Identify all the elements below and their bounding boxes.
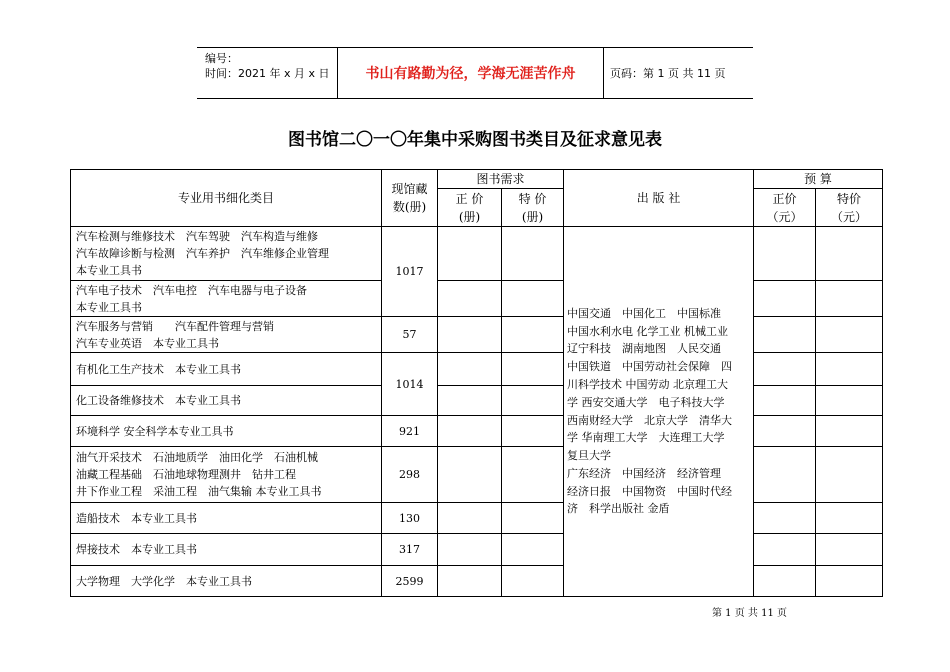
special-qty-cell (502, 227, 564, 281)
budget-special-cell (816, 416, 883, 447)
budget-regular-cell (754, 534, 816, 566)
category-line: 油气开采技术 石油地质学 油田化学 石油机械 (76, 451, 318, 464)
publisher-line: 学 华南理工大学 大连理工大学 (567, 431, 725, 445)
category-cell (71, 566, 382, 597)
category-line: 大学物理 大学化学 本专业工具书 (76, 574, 252, 588)
publisher-line: 辽宁科技 湖南地图 人民交通 (567, 342, 722, 356)
category-line: 油藏工程基础 石油地球物理测井 钻井工程 (76, 468, 296, 481)
regular-qty-cell (438, 227, 502, 281)
publisher-cell (564, 227, 754, 597)
page-label: 页码：第 1 页 共 11 页 (610, 67, 726, 80)
category-line: 本专业工具书 (76, 300, 142, 314)
time-label: 时间：2021 年 x 月 x 日 (205, 67, 330, 80)
holdings-value: 57 (382, 317, 438, 353)
special-qty-cell (502, 317, 564, 353)
holdings-value: 1014 (382, 353, 438, 416)
budget-regular-cell (754, 566, 816, 597)
special-qty-cell (502, 386, 564, 416)
header-regular-price-line1: 正 价 (455, 191, 484, 206)
header-budget-regular-line2: （元） (766, 209, 803, 224)
budget-regular-cell (754, 447, 816, 503)
regular-qty-cell (438, 416, 502, 447)
holdings-value: 1017 (382, 227, 438, 317)
category-line: 有机化工生产技术 本专业工具书 (76, 362, 241, 376)
category-line: 汽车电子技术 汽车电控 汽车电器与电子设备 (76, 283, 307, 297)
budget-special-cell (816, 353, 883, 386)
category-cell (71, 317, 382, 353)
header-special-price-line2: (册) (521, 209, 544, 224)
table-row (71, 317, 883, 353)
publisher-line: 川科学技术 中国劳动 北京理工大 (567, 377, 729, 391)
table-row (71, 281, 883, 317)
category-line: 汽车检测与维修技术 汽车驾驶 汽车构造与维修 (76, 230, 318, 243)
category-line: 环境科学 安全科学本专业工具书 (76, 424, 234, 438)
regular-qty-cell (438, 353, 502, 386)
regular-qty-cell (438, 503, 502, 534)
budget-special-cell (816, 447, 883, 503)
regular-qty-cell (438, 566, 502, 597)
document-header (197, 47, 753, 99)
header-special-price (502, 189, 564, 227)
regular-qty-cell (438, 317, 502, 353)
holdings-value: 921 (382, 416, 438, 447)
publisher-line: 学 西安交通大学 电子科技大学 (567, 395, 725, 409)
header-budget-special-line1: 特价 (837, 191, 862, 206)
special-qty-cell (502, 534, 564, 566)
holdings-value: 130 (382, 503, 438, 534)
publisher-line: 经济日报 中国物资 中国时代经 (567, 484, 733, 498)
special-qty-cell (502, 503, 564, 534)
table-row (71, 353, 883, 386)
holdings-value: 2599 (382, 566, 438, 597)
header-budget-regular-line1: 正价 (772, 191, 797, 206)
category-cell (71, 447, 382, 503)
publisher-line: 济 科学出版社 金盾 (567, 502, 670, 516)
header-publisher: 出 版 社 (564, 170, 754, 227)
header-regular-price-line2: (册) (458, 209, 481, 224)
budget-regular-cell (754, 317, 816, 353)
header-demand: 图书需求 (438, 170, 564, 189)
header-budget-regular (754, 189, 816, 227)
budget-regular-cell (754, 281, 816, 317)
budget-special-cell (816, 503, 883, 534)
publisher-line: 中国交通 中国化工 中国标准 (567, 306, 722, 320)
publisher-line: 中国水利水电 化学工业 机械工业 (567, 324, 729, 338)
header-holdings-line1: 现馆藏 (391, 182, 428, 196)
procurement-table (70, 169, 883, 597)
table-row (71, 386, 883, 416)
header-special-price-line1: 特 价 (518, 191, 547, 206)
category-line: 造船技术 本专业工具书 (76, 511, 197, 525)
table-row (71, 447, 883, 503)
budget-special-cell (816, 317, 883, 353)
header-budget-special (816, 189, 883, 227)
special-qty-cell (502, 416, 564, 447)
category-line: 焊接技术 本专业工具书 (76, 543, 197, 556)
publisher-line: 中国铁道 中国劳动社会保障 四 (567, 360, 733, 374)
table-row (71, 534, 883, 566)
regular-qty-cell (438, 447, 502, 503)
category-line: 汽车故障诊断与检测 汽车养护 汽车维修企业管理 (76, 247, 329, 260)
header-regular-price (438, 189, 502, 227)
special-qty-cell (502, 281, 564, 317)
publisher-line: 广东经济 中国经济 经济管理 (567, 466, 722, 480)
category-cell (71, 386, 382, 416)
category-line: 井下作业工程 采油工程 油气集输 本专业工具书 (76, 485, 322, 498)
header-budget: 预 算 (754, 170, 883, 189)
category-line: 化工设备维修技术 本专业工具书 (76, 394, 241, 407)
publisher-line: 复旦大学 (567, 449, 612, 463)
category-line: 汽车服务与营销 汽车配件管理与营销 (76, 319, 274, 333)
category-line: 汽车专业英语 本专业工具书 (76, 336, 219, 350)
holdings-value: 298 (382, 447, 438, 503)
category-cell (71, 534, 382, 566)
header-meta (197, 48, 337, 98)
regular-qty-cell (438, 534, 502, 566)
budget-special-cell (816, 281, 883, 317)
budget-regular-cell (754, 386, 816, 416)
number-label: 编号： (205, 52, 238, 65)
motto: 书山有路勤为径，学海无涯苦作舟 (337, 48, 604, 98)
budget-regular-cell (754, 503, 816, 534)
special-qty-cell (502, 566, 564, 597)
budget-special-cell (816, 566, 883, 597)
category-cell (71, 353, 382, 386)
table-row (71, 227, 883, 281)
category-line: 本专业工具书 (76, 264, 142, 277)
budget-special-cell (816, 227, 883, 281)
header-category: 专业用书细化类目 (71, 170, 382, 227)
holdings-value: 317 (382, 534, 438, 566)
header-budget-special-line2: （元） (831, 209, 868, 224)
budget-special-cell (816, 386, 883, 416)
category-cell (71, 227, 382, 281)
category-cell (71, 281, 382, 317)
special-qty-cell (502, 447, 564, 503)
publisher-line: 西南财经大学 北京大学 清华大 (567, 413, 733, 427)
header-holdings-line2: 数(册) (392, 200, 427, 214)
header-holdings (382, 170, 438, 227)
budget-regular-cell (754, 227, 816, 281)
category-cell (71, 503, 382, 534)
special-qty-cell (502, 353, 564, 386)
document-title: 图书馆二〇一〇年集中采购图书类目及征求意见表 (288, 130, 662, 150)
table-row (71, 566, 883, 597)
category-cell (71, 416, 382, 447)
table-row (71, 503, 883, 534)
table-row (71, 416, 883, 447)
regular-qty-cell (438, 281, 502, 317)
budget-regular-cell (754, 416, 816, 447)
budget-special-cell (816, 534, 883, 566)
regular-qty-cell (438, 386, 502, 416)
budget-regular-cell (754, 353, 816, 386)
page-footer: 第 1 页 共 11 页 (712, 608, 787, 619)
